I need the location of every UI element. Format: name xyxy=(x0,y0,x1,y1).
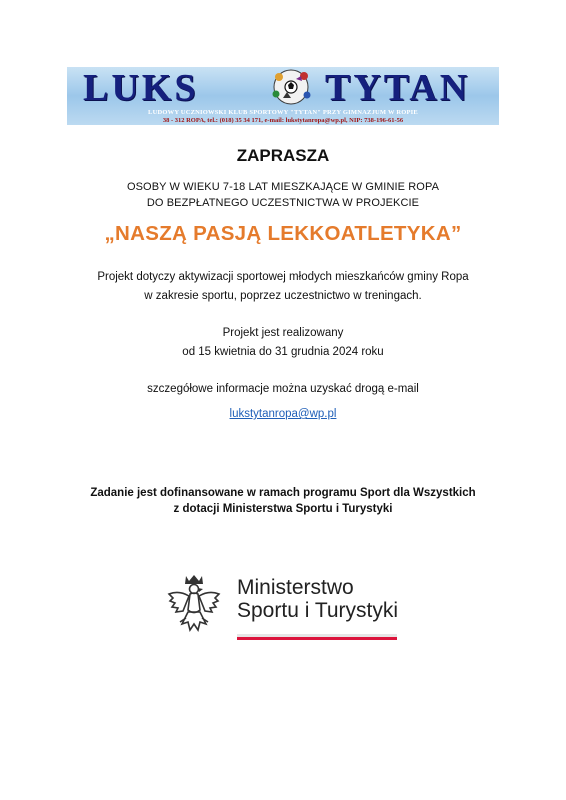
project-title: „NASZĄ PASJĄ LEKKOATLETYKA” xyxy=(104,222,462,245)
schedule-line-2: od 15 kwietnia do 31 grudnia 2024 roku xyxy=(182,346,384,358)
funding-line-2: z dotacji Ministerstwa Sportu i Turystyki xyxy=(173,503,393,515)
intro-line-2: DO BEZPŁATNEGO UCZESTNICTWA W PROJEKCIE xyxy=(146,197,420,209)
club-name-right: TYTAN xyxy=(325,67,471,109)
info-text: szczegółowe informacje można uzyskać drogą e-mail xyxy=(147,383,419,395)
club-full-name: LUDOWY UCZNIOWSKI KLUB SPORTOWY "TYTAN" PRZY GIMNAZJUM W ROPIE xyxy=(148,109,418,116)
ministry-name-line-1: Ministerstwo xyxy=(237,576,354,599)
ministry-logo xyxy=(166,572,401,644)
funding-line-1: Zadanie jest dofinansowane w ramach programu Sport dla Wszystkich xyxy=(90,487,476,499)
email-link[interactable]: lukstytanropa@wp.pl xyxy=(229,408,337,420)
intro-line-1: OSOBY W WIEKU 7-18 LAT MIESZKAJĄCE W GMINIE ROPA xyxy=(126,181,440,193)
schedule-line-1: Projekt jest realizowany xyxy=(222,327,344,339)
polish-eagle-icon xyxy=(166,572,222,640)
sports-emblem-icon xyxy=(252,68,330,106)
description-line-1: Projekt dotyczy aktywizacji sportowej młodych mieszkańców gminy Ropa xyxy=(97,271,469,283)
club-name xyxy=(67,67,499,107)
club-header-banner xyxy=(67,67,499,125)
email-link-container xyxy=(0,408,566,420)
polish-flag-stripe xyxy=(237,634,397,640)
club-contact: 38 - 312 ROPA, tel.: (018) 35 34 171, e-mail: lukstytanropa@wp.pl, NIP: 738-196-61-56 xyxy=(162,117,404,124)
ministry-name-line-2: Sportu i Turystyki xyxy=(237,599,399,622)
description-line-2: w zakresie sportu, poprzez uczestnictwo w treningach. xyxy=(144,290,422,302)
club-name-left: LUKS xyxy=(83,67,199,109)
page-heading: ZAPRASZA xyxy=(236,146,330,165)
